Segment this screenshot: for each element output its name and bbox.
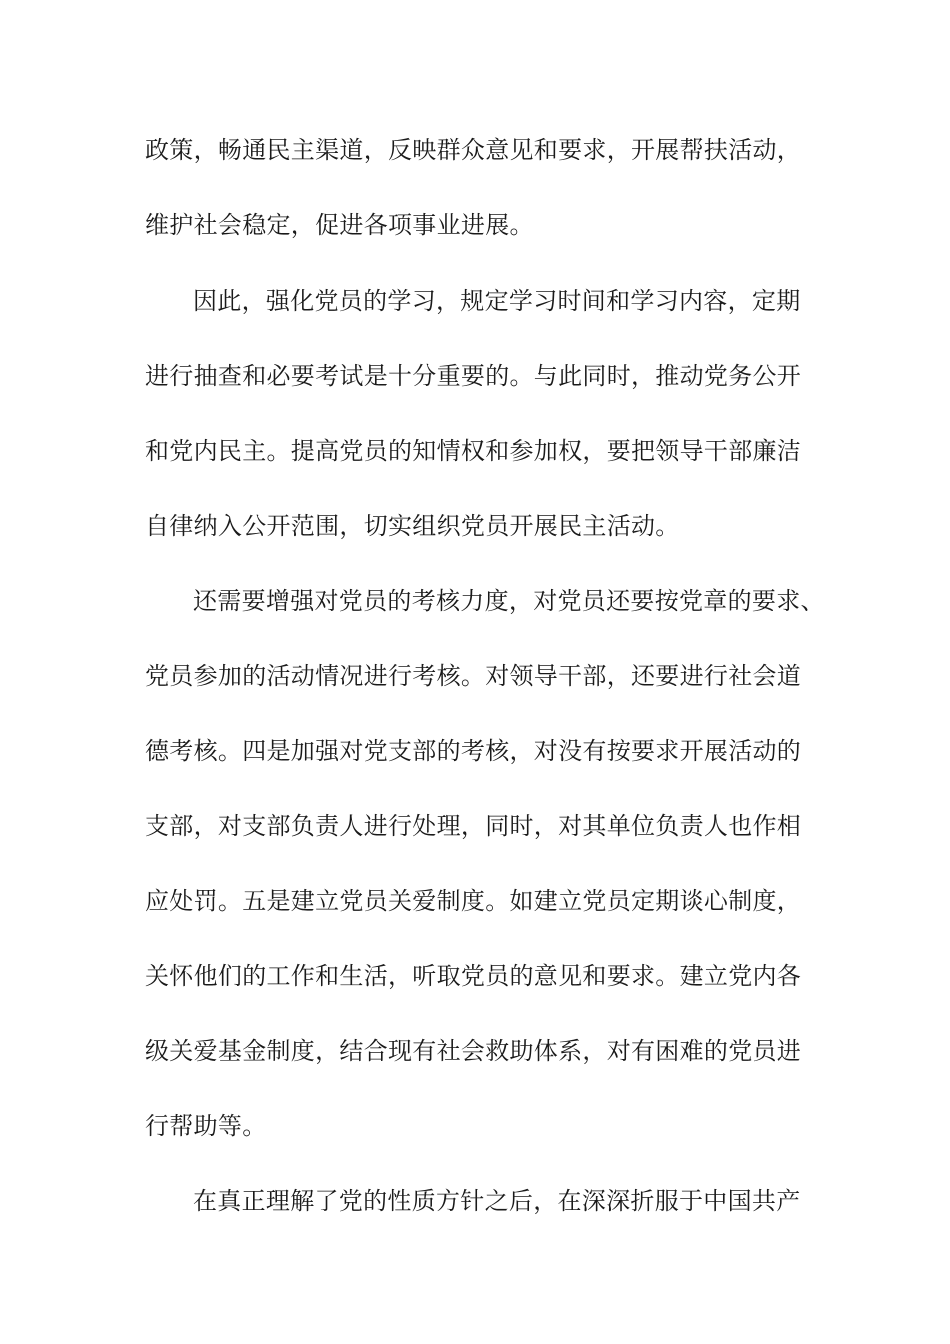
- text-line-4: 进行抽查和必要考试是十分重要的。与此同时，推动党务公开: [145, 362, 802, 390]
- text-line-12: 关怀他们的工作和生活，听取党员的意见和要求。建立党内各: [145, 962, 802, 990]
- paragraph-start-line-7: 还需要增强对党员的考核力度，对党员还要按党章的要求、: [193, 587, 825, 615]
- text-line-11: 应处罚。五是建立党员关爱制度。如建立党员定期谈心制度，: [145, 887, 802, 915]
- text-line-6: 自律纳入公开范围，切实组织党员开展民主活动。: [145, 512, 680, 540]
- text-line-1: 政策，畅通民主渠道，反映群众意见和要求，开展帮扶活动，: [145, 136, 802, 164]
- text-line-5: 和党内民主。提高党员的知情权和参加权，要把领导干部廉洁: [145, 437, 802, 465]
- text-line-2: 维护社会稳定，促进各项事业进展。: [145, 211, 534, 239]
- text-line-13: 级关爱基金制度，结合现有社会救助体系，对有困难的党员进: [145, 1037, 802, 1065]
- text-line-10: 支部，对支部负责人进行处理，同时，对其单位负责人也作相: [145, 812, 802, 840]
- paragraph-start-line-3: 因此，强化党员的学习，规定学习时间和学习内容，定期: [193, 287, 801, 315]
- text-line-8: 党员参加的活动情况进行考核。对领导干部，还要进行社会道: [145, 662, 802, 690]
- text-line-9: 德考核。四是加强对党支部的考核，对没有按要求开展活动的: [145, 737, 802, 765]
- paragraph-start-line-15: 在真正理解了党的性质方针之后，在深深折服于中国共产: [193, 1187, 801, 1215]
- text-line-14: 行帮助等。: [145, 1112, 267, 1140]
